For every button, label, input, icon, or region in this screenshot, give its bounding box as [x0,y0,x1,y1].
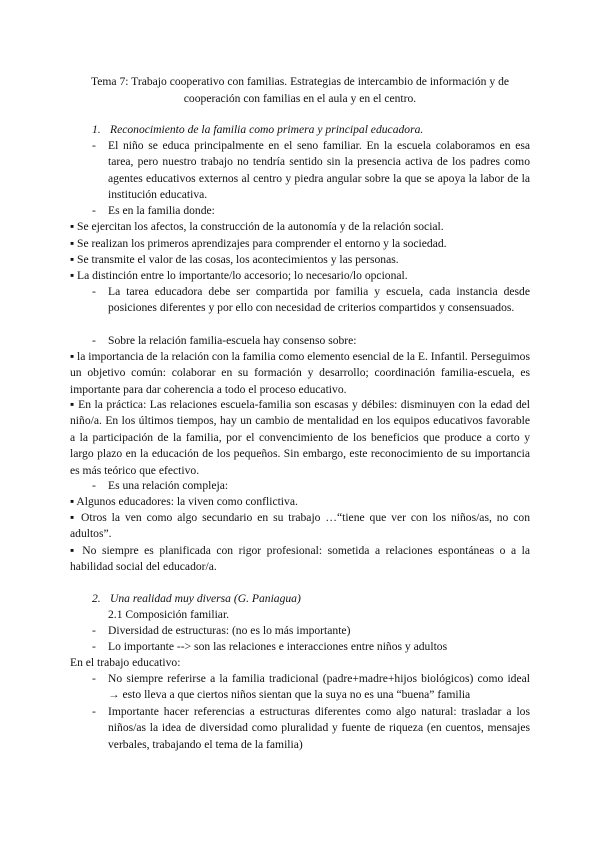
plain-paragraph: En el trabajo educativo: [70,656,181,669]
bullet-item: ▪ la importancia de la relación con la familia como elemento esencial de la E. Infantil. Perseguimos un objetivo común: colaborar en su formación y desarrollo; coordinación familia-escuela, es importante para dar coherencia a todo el proceso educativo. [70,350,530,396]
section-2-dash-4 [92,704,530,753]
bullet-item: ▪ Se realizan los primeros aprendizajes para comprender el entorno y la sociedad. [70,237,447,250]
section-2-dash-3 [92,671,530,704]
dash-text: Importante hacer referencias a estructuras diferentes como algo natural: trasladar a los niños/as la idea de diversidad como pluralidad y fuente de riqueza (en cuentos, mensajes verbales, trabajando el tema de la familia) [108,705,530,751]
section-1-dash-3 [92,284,530,317]
bullet-item: ▪ Otros la ven como algo secundario en su trabajo …“tiene que ver con los niños/as, no con adultos”. [70,511,530,541]
bullet-item: ▪ No siempre es planificada con rigor profesional: sometida a relaciones espontáneas o a la habilidad social del educador/a. [70,544,530,574]
dash-text: Diversidad de estructuras: (no es lo más importante) [108,624,351,637]
dash-text: El niño se educa principalmente en el seno familiar. En la escuela colaboramos en esa tarea, pero nuestro trabajo no tendría sentido sin la presencia activa de los padres como agentes educativos externos al centro y piedra angular sobre la que se apoya la labor de la institución educativa. [108,139,530,202]
section-1-dash-1 [92,138,530,204]
section-1-heading [92,122,423,138]
bullet-item: ▪ Se ejercitan los afectos, la construcción de la autonomía y de la relación social. [70,220,444,233]
dash-marker: - [92,285,96,298]
section-1-dash-5 [92,478,530,494]
dash-text: Es una relación compleja: [108,479,229,492]
dash-text: Lo importante --> son las relaciones e interacciones entre niños y adultos [108,640,448,653]
dash-text: No siempre referirse a la familia tradicional (padre+madre+hijos biológicos) como ideal → esto lleva a que ciertos niños sientan que la suya no es una “buena” familia [108,672,530,702]
section-2-title: Una realidad muy diversa (G. Paniagua) [110,592,301,605]
dash-marker: - [92,334,96,347]
bullet-item: ▪ En la práctica: Las relaciones escuela-familia son escasas y débiles: disminuyen con la edad del niño/a. En los últimos tiempos, hay un cambio de mentalidad en los equipos educativos favorable a la participación de la familia, por el convencimiento de los beneficios que produce a corto y largo plazo en la educación de los pequeños. Sin embargo, este reconocimiento de su importancia es más teórico que efectivo. [70,398,530,477]
bullet-item: ▪ Se transmite el valor de las cosas, los acontecimientos y las personas. [70,253,399,266]
section-2-number: 2. [92,592,101,605]
dash-text: Es en la familia donde: [108,204,215,217]
dash-marker: - [92,479,96,492]
section-1-number: 1. [92,123,101,136]
dash-marker: - [92,139,96,152]
dash-text: La tarea educadora debe ser compartida por familia y escuela, cada instancia desde posiciones diferentes y por ello con necesidad de criterios compartidos y consensuados. [108,285,530,315]
section-2-dash-2 [92,639,530,655]
section-1-dash-4 [92,333,530,349]
section-2-dash-1 [92,623,530,639]
bullet-item: ▪ Algunos educadores: la viven como conflictiva. [70,495,298,508]
subsection-heading: 2.1 Composición familiar. [108,608,230,621]
dash-text: Sobre la relación familia-escuela hay consenso sobre: [108,334,357,347]
section-1-dash-2 [92,203,530,219]
dash-marker: - [92,624,96,637]
dash-marker: - [92,640,96,653]
bullet-item: ▪ La distinción entre lo importante/lo accesorio; lo necesario/lo opcional. [70,269,408,282]
document-title: Tema 7: Trabajo cooperativo con familias. Estrategias de intercambio de información y de cooperación con familias en el aula y en el centro. [90,75,510,105]
dash-marker: - [92,705,96,718]
section-1-title: Reconocimiento de la familia como primera y principal educadora. [110,123,424,136]
section-2-heading [92,591,301,607]
dash-marker: - [92,204,96,217]
dash-marker: - [92,672,96,685]
